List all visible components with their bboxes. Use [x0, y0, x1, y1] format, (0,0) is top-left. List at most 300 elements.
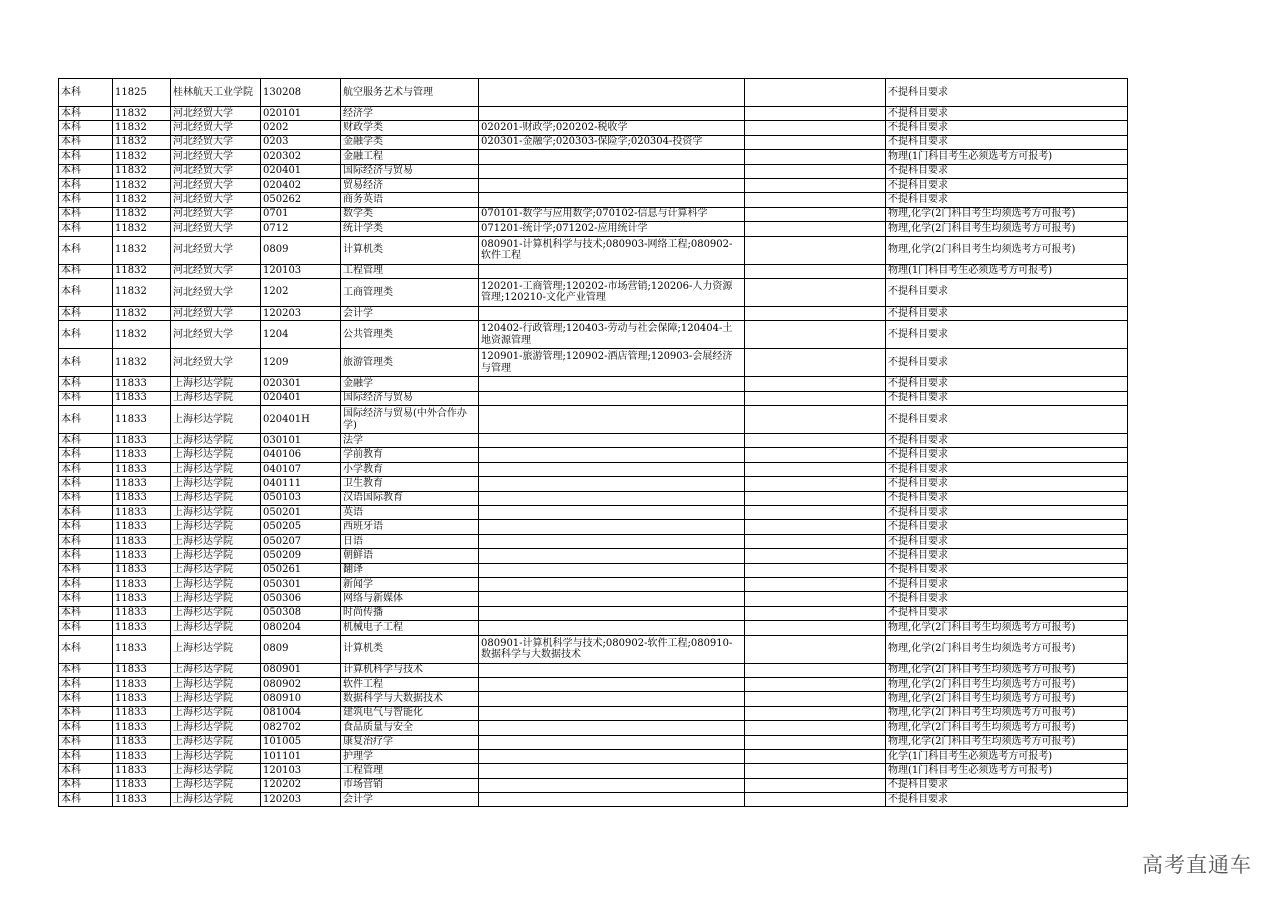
school-code-cell: 11833 [113, 621, 171, 635]
empty-cell [745, 121, 886, 135]
major-code-cell: 0701 [261, 207, 341, 221]
school-name-cell: 河北经贸大学 [171, 178, 261, 192]
major-code-cell: 082702 [261, 721, 341, 735]
subject-requirement-cell: 不提科目要求 [886, 306, 1128, 320]
table-row [59, 663, 1128, 677]
table-row [59, 477, 1128, 491]
school-code-cell: 11832 [113, 135, 171, 149]
school-code-cell: 11832 [113, 107, 171, 121]
major-name-cell: 学前教育 [341, 448, 479, 462]
school-code-cell: 11833 [113, 749, 171, 763]
table-row [59, 592, 1128, 606]
school-name-cell: 河北经贸大学 [171, 135, 261, 149]
empty-cell [745, 577, 886, 591]
empty-cell [745, 635, 886, 663]
major-code-cell: 101005 [261, 735, 341, 749]
major-name-cell: 机械电子工程 [341, 621, 479, 635]
subject-requirement-cell: 不提科目要求 [886, 121, 1128, 135]
included-majors-cell [479, 178, 745, 192]
school-name-cell: 河北经贸大学 [171, 321, 261, 349]
table-row [59, 764, 1128, 778]
table-row [59, 448, 1128, 462]
school-code-cell: 11832 [113, 278, 171, 306]
table-row [59, 721, 1128, 735]
major-name-cell: 食品质量与安全 [341, 721, 479, 735]
school-code-cell: 11833 [113, 577, 171, 591]
major-code-cell: 0809 [261, 236, 341, 264]
major-name-cell: 统计学类 [341, 222, 479, 236]
school-name-cell: 上海杉达学院 [171, 778, 261, 792]
school-code-cell: 11833 [113, 592, 171, 606]
subject-requirement-cell: 不提科目要求 [886, 563, 1128, 577]
school-code-cell: 11832 [113, 121, 171, 135]
school-name-cell: 上海杉达学院 [171, 477, 261, 491]
included-majors-cell [479, 150, 745, 164]
major-code-cell: 050262 [261, 193, 341, 207]
subject-requirement-cell: 物理,化学(2门科目考生均须选考方可报考) [886, 677, 1128, 691]
school-code-cell: 11832 [113, 193, 171, 207]
school-code-cell: 11825 [113, 79, 171, 107]
major-code-cell: 101101 [261, 749, 341, 763]
major-code-cell: 120103 [261, 264, 341, 278]
level-cell: 本科 [59, 121, 113, 135]
major-code-cell: 050207 [261, 534, 341, 548]
major-name-cell: 工商管理类 [341, 278, 479, 306]
table-row [59, 150, 1128, 164]
school-code-cell: 11833 [113, 406, 171, 434]
school-name-cell: 河北经贸大学 [171, 349, 261, 377]
level-cell: 本科 [59, 621, 113, 635]
subject-requirement-cell: 不提科目要求 [886, 349, 1128, 377]
subject-requirement-cell: 不提科目要求 [886, 406, 1128, 434]
school-code-cell: 11833 [113, 692, 171, 706]
table-row [59, 692, 1128, 706]
level-cell: 本科 [59, 606, 113, 620]
school-name-cell: 河北经贸大学 [171, 306, 261, 320]
empty-cell [745, 306, 886, 320]
level-cell: 本科 [59, 563, 113, 577]
table-row [59, 236, 1128, 264]
major-name-cell: 卫生教育 [341, 477, 479, 491]
school-name-cell: 上海杉达学院 [171, 735, 261, 749]
table-row [59, 278, 1128, 306]
major-name-cell: 建筑电气与智能化 [341, 706, 479, 720]
school-code-cell: 11833 [113, 491, 171, 505]
school-code-cell: 11833 [113, 477, 171, 491]
empty-cell [745, 793, 886, 807]
major-name-cell: 英语 [341, 506, 479, 520]
level-cell: 本科 [59, 79, 113, 107]
level-cell: 本科 [59, 778, 113, 792]
included-majors-cell [479, 107, 745, 121]
school-name-cell: 河北经贸大学 [171, 278, 261, 306]
subject-requirement-cell: 物理,化学(2门科目考生均须选考方可报考) [886, 222, 1128, 236]
level-cell: 本科 [59, 477, 113, 491]
empty-cell [745, 135, 886, 149]
level-cell: 本科 [59, 663, 113, 677]
level-cell: 本科 [59, 178, 113, 192]
level-cell: 本科 [59, 434, 113, 448]
subject-requirement-cell: 物理(1门科目考生必须选考方可报考) [886, 150, 1128, 164]
empty-cell [745, 592, 886, 606]
included-majors-cell [479, 434, 745, 448]
empty-cell [745, 663, 886, 677]
subject-requirements-table [58, 78, 1128, 807]
included-majors-cell [479, 448, 745, 462]
subject-requirement-cell: 不提科目要求 [886, 462, 1128, 476]
level-cell: 本科 [59, 764, 113, 778]
major-name-cell: 金融工程 [341, 150, 479, 164]
empty-cell [745, 534, 886, 548]
table-row [59, 164, 1128, 178]
subject-requirement-cell: 不提科目要求 [886, 79, 1128, 107]
level-cell: 本科 [59, 135, 113, 149]
major-code-cell: 080910 [261, 692, 341, 706]
major-name-cell: 汉语国际教育 [341, 491, 479, 505]
school-code-cell: 11832 [113, 321, 171, 349]
subject-requirement-cell: 不提科目要求 [886, 178, 1128, 192]
major-code-cell: 020301 [261, 377, 341, 391]
school-name-cell: 上海杉达学院 [171, 534, 261, 548]
level-cell: 本科 [59, 321, 113, 349]
empty-cell [745, 193, 886, 207]
school-name-cell: 上海杉达学院 [171, 549, 261, 563]
included-majors-cell [479, 79, 745, 107]
empty-cell [745, 520, 886, 534]
table-row [59, 606, 1128, 620]
level-cell: 本科 [59, 264, 113, 278]
included-majors-cell: 020201-财政学;020202-税收学 [479, 121, 745, 135]
empty-cell [745, 563, 886, 577]
major-code-cell: 050103 [261, 491, 341, 505]
subject-requirement-cell: 物理(1门科目考生必须选考方可报考) [886, 764, 1128, 778]
included-majors-cell [479, 692, 745, 706]
empty-cell [745, 448, 886, 462]
level-cell: 本科 [59, 534, 113, 548]
subject-requirement-cell: 不提科目要求 [886, 321, 1128, 349]
subject-requirement-cell: 不提科目要求 [886, 107, 1128, 121]
school-name-cell: 上海杉达学院 [171, 635, 261, 663]
level-cell: 本科 [59, 448, 113, 462]
included-majors-cell [479, 778, 745, 792]
table-row [59, 121, 1128, 135]
major-code-cell: 120203 [261, 306, 341, 320]
table-row [59, 577, 1128, 591]
empty-cell [745, 462, 886, 476]
school-code-cell: 11833 [113, 506, 171, 520]
table-body [59, 79, 1128, 807]
subject-requirement-cell: 不提科目要求 [886, 434, 1128, 448]
school-code-cell: 11833 [113, 663, 171, 677]
major-name-cell: 计算机类 [341, 236, 479, 264]
school-name-cell: 河北经贸大学 [171, 150, 261, 164]
level-cell: 本科 [59, 306, 113, 320]
level-cell: 本科 [59, 721, 113, 735]
major-code-cell: 040106 [261, 448, 341, 462]
included-majors-cell: 080901-计算机科学与技术;080903-网络工程;080902-软件工程 [479, 236, 745, 264]
major-name-cell: 会计学 [341, 793, 479, 807]
empty-cell [745, 749, 886, 763]
table-row [59, 621, 1128, 635]
major-code-cell: 020101 [261, 107, 341, 121]
included-majors-cell: 080901-计算机科学与技术;080902-软件工程;080910-数据科学与大数据技术 [479, 635, 745, 663]
subject-requirement-cell: 物理,化学(2门科目考生均须选考方可报考) [886, 236, 1128, 264]
included-majors-cell [479, 706, 745, 720]
level-cell: 本科 [59, 592, 113, 606]
subject-requirement-cell: 不提科目要求 [886, 278, 1128, 306]
major-code-cell: 080901 [261, 663, 341, 677]
level-cell: 本科 [59, 236, 113, 264]
table-row [59, 222, 1128, 236]
included-majors-cell [479, 749, 745, 763]
level-cell: 本科 [59, 193, 113, 207]
major-name-cell: 西班牙语 [341, 520, 479, 534]
empty-cell [745, 349, 886, 377]
school-code-cell: 11832 [113, 150, 171, 164]
school-name-cell: 上海杉达学院 [171, 692, 261, 706]
table-row [59, 306, 1128, 320]
table-row [59, 563, 1128, 577]
school-name-cell: 上海杉达学院 [171, 377, 261, 391]
major-name-cell: 国际经济与贸易(中外合作办学) [341, 406, 479, 434]
major-code-cell: 130208 [261, 79, 341, 107]
major-name-cell: 贸易经济 [341, 178, 479, 192]
major-code-cell: 1202 [261, 278, 341, 306]
subject-requirement-cell: 化学(1门科目考生必须选考方可报考) [886, 749, 1128, 763]
subject-requirement-cell: 不提科目要求 [886, 506, 1128, 520]
table-row [59, 520, 1128, 534]
level-cell: 本科 [59, 349, 113, 377]
major-name-cell: 旅游管理类 [341, 349, 479, 377]
empty-cell [745, 321, 886, 349]
school-name-cell: 上海杉达学院 [171, 563, 261, 577]
major-code-cell: 120202 [261, 778, 341, 792]
major-name-cell: 数学类 [341, 207, 479, 221]
table-row [59, 135, 1128, 149]
major-name-cell: 金融学 [341, 377, 479, 391]
table-row [59, 735, 1128, 749]
school-code-cell: 11832 [113, 236, 171, 264]
level-cell: 本科 [59, 577, 113, 591]
subject-requirement-cell: 物理,化学(2门科目考生均须选考方可报考) [886, 663, 1128, 677]
subject-requirement-cell: 不提科目要求 [886, 448, 1128, 462]
school-code-cell: 11833 [113, 434, 171, 448]
major-code-cell: 050301 [261, 577, 341, 591]
table-row [59, 677, 1128, 691]
empty-cell [745, 606, 886, 620]
table-row [59, 635, 1128, 663]
school-code-cell: 11833 [113, 462, 171, 476]
school-name-cell: 上海杉达学院 [171, 406, 261, 434]
school-name-cell: 河北经贸大学 [171, 207, 261, 221]
included-majors-cell [479, 264, 745, 278]
empty-cell [745, 491, 886, 505]
school-code-cell: 11833 [113, 549, 171, 563]
empty-cell [745, 79, 886, 107]
subject-requirement-cell: 不提科目要求 [886, 377, 1128, 391]
major-code-cell: 081004 [261, 706, 341, 720]
major-name-cell: 翻译 [341, 563, 479, 577]
school-code-cell: 11833 [113, 793, 171, 807]
empty-cell [745, 236, 886, 264]
empty-cell [745, 150, 886, 164]
included-majors-cell [479, 520, 745, 534]
level-cell: 本科 [59, 793, 113, 807]
empty-cell [745, 207, 886, 221]
subject-requirement-cell: 物理,化学(2门科目考生均须选考方可报考) [886, 721, 1128, 735]
major-code-cell: 080204 [261, 621, 341, 635]
major-name-cell: 国际经济与贸易 [341, 391, 479, 405]
subject-requirement-cell: 物理,化学(2门科目考生均须选考方可报考) [886, 735, 1128, 749]
included-majors-cell [479, 477, 745, 491]
subject-requirement-cell: 物理(1门科目考生必须选考方可报考) [886, 264, 1128, 278]
subject-requirement-cell: 不提科目要求 [886, 577, 1128, 591]
major-code-cell: 020401 [261, 164, 341, 178]
included-majors-cell [479, 764, 745, 778]
included-majors-cell: 120901-旅游管理;120902-酒店管理;120903-会展经济与管理 [479, 349, 745, 377]
level-cell: 本科 [59, 462, 113, 476]
empty-cell [745, 278, 886, 306]
school-name-cell: 上海杉达学院 [171, 621, 261, 635]
school-name-cell: 上海杉达学院 [171, 448, 261, 462]
school-name-cell: 上海杉达学院 [171, 606, 261, 620]
table-row [59, 193, 1128, 207]
school-name-cell: 上海杉达学院 [171, 491, 261, 505]
level-cell: 本科 [59, 222, 113, 236]
major-code-cell: 050308 [261, 606, 341, 620]
school-code-cell: 11833 [113, 635, 171, 663]
subject-requirement-cell: 不提科目要求 [886, 391, 1128, 405]
major-name-cell: 商务英语 [341, 193, 479, 207]
school-name-cell: 河北经贸大学 [171, 222, 261, 236]
level-cell: 本科 [59, 706, 113, 720]
empty-cell [745, 477, 886, 491]
school-code-cell: 11832 [113, 306, 171, 320]
table-row [59, 491, 1128, 505]
table-row [59, 349, 1128, 377]
empty-cell [745, 764, 886, 778]
major-code-cell: 120203 [261, 793, 341, 807]
major-name-cell: 国际经济与贸易 [341, 164, 479, 178]
level-cell: 本科 [59, 278, 113, 306]
major-code-cell: 050205 [261, 520, 341, 534]
school-name-cell: 河北经贸大学 [171, 121, 261, 135]
school-name-cell: 上海杉达学院 [171, 793, 261, 807]
school-name-cell: 上海杉达学院 [171, 663, 261, 677]
school-name-cell: 上海杉达学院 [171, 721, 261, 735]
major-name-cell: 日语 [341, 534, 479, 548]
school-code-cell: 11833 [113, 563, 171, 577]
included-majors-cell [479, 549, 745, 563]
major-name-cell: 工程管理 [341, 264, 479, 278]
table-row [59, 506, 1128, 520]
major-code-cell: 1204 [261, 321, 341, 349]
subject-requirement-cell: 物理,化学(2门科目考生均须选考方可报考) [886, 621, 1128, 635]
table-row [59, 706, 1128, 720]
school-name-cell: 河北经贸大学 [171, 264, 261, 278]
subject-requirement-cell: 不提科目要求 [886, 477, 1128, 491]
major-code-cell: 050209 [261, 549, 341, 563]
level-cell: 本科 [59, 520, 113, 534]
major-name-cell: 时尚传播 [341, 606, 479, 620]
level-cell: 本科 [59, 377, 113, 391]
included-majors-cell: 070101-数学与应用数学;070102-信息与计算科学 [479, 207, 745, 221]
table-row [59, 107, 1128, 121]
school-name-cell: 上海杉达学院 [171, 677, 261, 691]
major-code-cell: 020401 [261, 391, 341, 405]
school-name-cell: 河北经贸大学 [171, 236, 261, 264]
included-majors-cell [479, 306, 745, 320]
empty-cell [745, 391, 886, 405]
school-name-cell: 上海杉达学院 [171, 434, 261, 448]
level-cell: 本科 [59, 635, 113, 663]
subject-requirement-cell: 不提科目要求 [886, 592, 1128, 606]
major-name-cell: 公共管理类 [341, 321, 479, 349]
major-name-cell: 市场营销 [341, 778, 479, 792]
watermark-logo: 高考直通车 [1142, 853, 1252, 877]
level-cell: 本科 [59, 406, 113, 434]
major-code-cell: 0202 [261, 121, 341, 135]
school-name-cell: 上海杉达学院 [171, 506, 261, 520]
major-code-cell: 050261 [261, 563, 341, 577]
subject-requirement-cell: 不提科目要求 [886, 793, 1128, 807]
included-majors-cell: 071201-统计学;071202-应用统计学 [479, 222, 745, 236]
included-majors-cell [479, 677, 745, 691]
included-majors-cell [479, 491, 745, 505]
major-code-cell: 0809 [261, 635, 341, 663]
major-code-cell: 020302 [261, 150, 341, 164]
school-code-cell: 11832 [113, 178, 171, 192]
level-cell: 本科 [59, 506, 113, 520]
major-code-cell: 0712 [261, 222, 341, 236]
school-code-cell: 11833 [113, 677, 171, 691]
school-name-cell: 上海杉达学院 [171, 706, 261, 720]
table-row [59, 377, 1128, 391]
school-code-cell: 11832 [113, 222, 171, 236]
empty-cell [745, 692, 886, 706]
school-name-cell: 桂林航天工业学院 [171, 79, 261, 107]
school-code-cell: 11833 [113, 721, 171, 735]
included-majors-cell [479, 663, 745, 677]
empty-cell [745, 706, 886, 720]
major-name-cell: 小学教育 [341, 462, 479, 476]
level-cell: 本科 [59, 150, 113, 164]
included-majors-cell [479, 592, 745, 606]
school-name-cell: 上海杉达学院 [171, 749, 261, 763]
table-row [59, 406, 1128, 434]
school-name-cell: 上海杉达学院 [171, 462, 261, 476]
table-row [59, 534, 1128, 548]
school-code-cell: 11833 [113, 735, 171, 749]
included-majors-cell [479, 735, 745, 749]
included-majors-cell [479, 462, 745, 476]
level-cell: 本科 [59, 107, 113, 121]
included-majors-cell [479, 193, 745, 207]
major-code-cell: 1209 [261, 349, 341, 377]
major-name-cell: 航空服务艺术与管理 [341, 79, 479, 107]
table-row [59, 549, 1128, 563]
included-majors-cell [479, 391, 745, 405]
empty-cell [745, 178, 886, 192]
included-majors-cell [479, 406, 745, 434]
major-code-cell: 050201 [261, 506, 341, 520]
major-name-cell: 财政学类 [341, 121, 479, 135]
subject-requirement-cell: 不提科目要求 [886, 606, 1128, 620]
empty-cell [745, 434, 886, 448]
major-code-cell: 030101 [261, 434, 341, 448]
subject-requirement-cell: 物理,化学(2门科目考生均须选考方可报考) [886, 692, 1128, 706]
empty-cell [745, 677, 886, 691]
